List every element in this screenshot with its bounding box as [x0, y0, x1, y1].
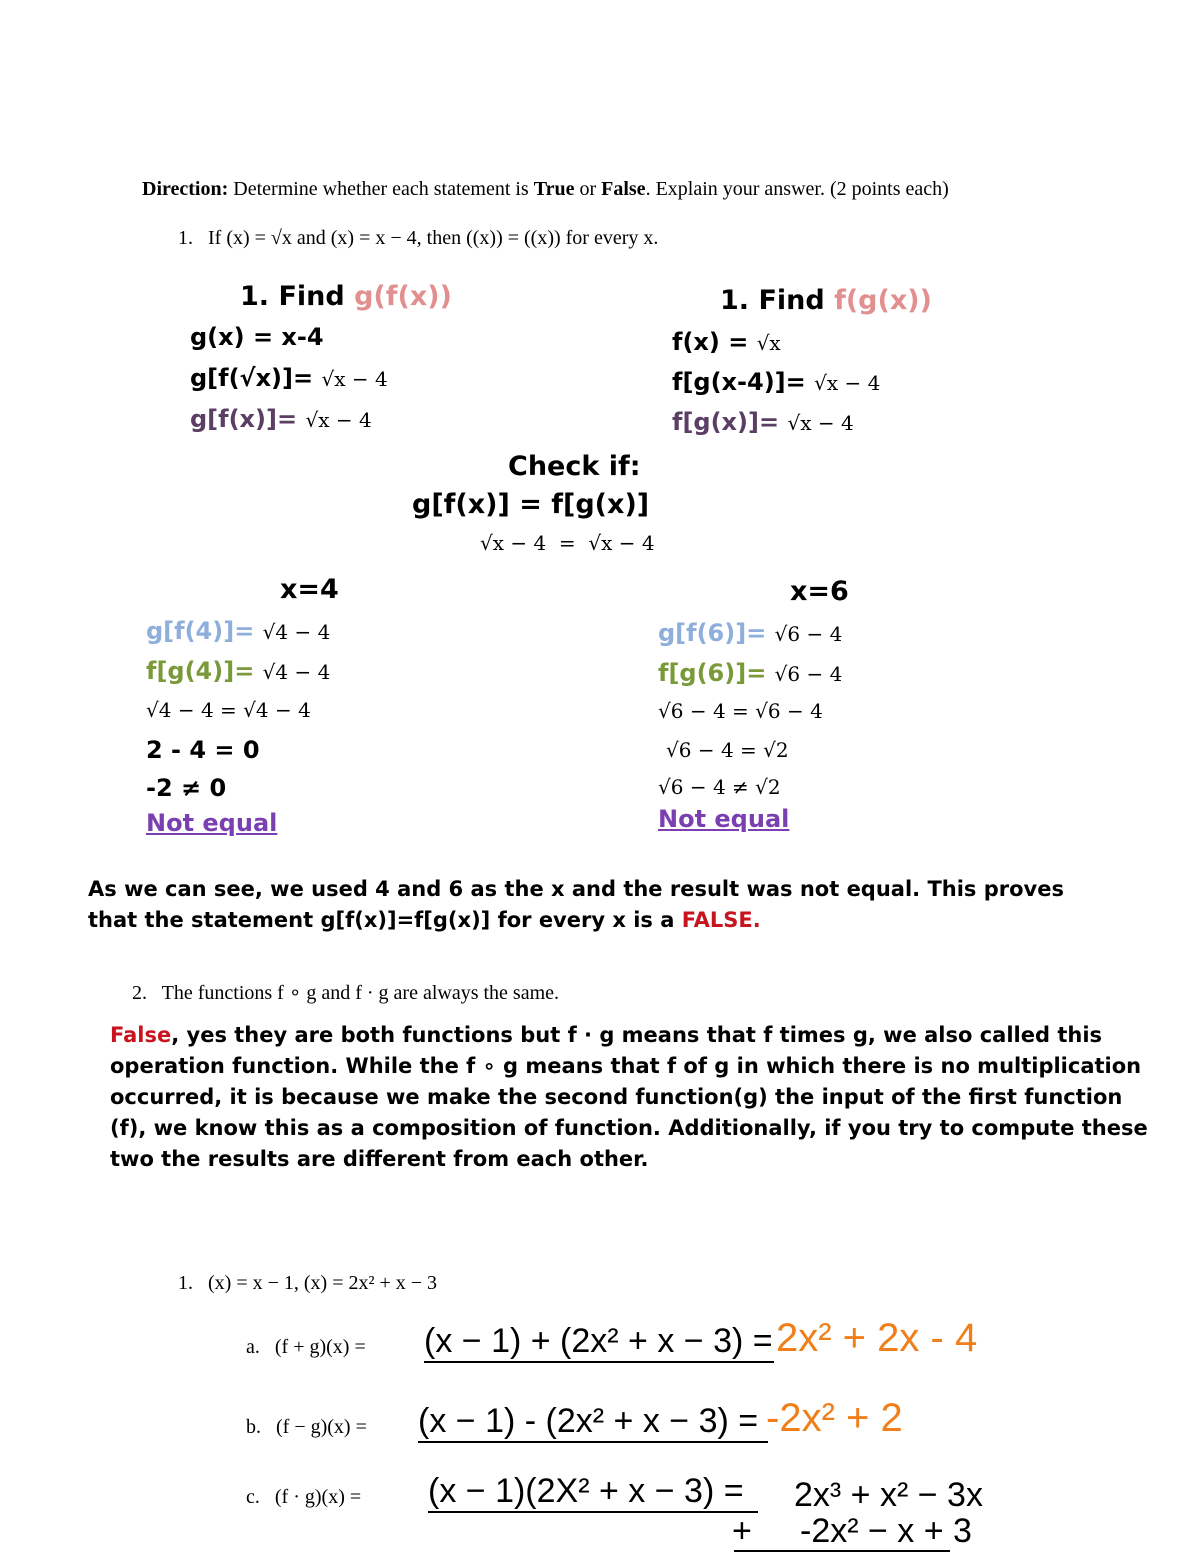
part-b-operation: (f − g)(x) =: [276, 1416, 367, 1438]
question-1-number: 1.: [178, 227, 193, 249]
x6-line-1-math: √6 − 4: [774, 622, 843, 646]
left-line-3-label: g[f(x)]=: [190, 405, 306, 433]
part-c-letter: c.: [246, 1486, 260, 1508]
left-heading-prefix: 1. Find: [240, 281, 355, 312]
right-line-1-label: f(x) =: [672, 328, 757, 356]
part-b-result: -2x² + 2: [766, 1396, 903, 1440]
question-2: [132, 980, 559, 1005]
question-3-number: 1.: [178, 1272, 193, 1294]
x4-line-3: √4 − 4 = √4 − 4: [146, 698, 311, 722]
x6-title: x=6: [790, 576, 849, 607]
or-word: or: [574, 178, 602, 200]
question-2-answer-word: False: [110, 1023, 172, 1047]
right-line-1-math: √x: [756, 331, 781, 355]
part-b-label: [246, 1416, 367, 1439]
left-heading-fn: g(f(x)): [354, 281, 452, 312]
x4-line-1-label: g[f(4)]=: [146, 617, 263, 645]
part-c-row-1: 2x³ + x² − 3x: [794, 1476, 983, 1514]
conclusion-line-1: As we can see, we used 4 and 6 as the x and the result was not equal. This proves: [88, 877, 1064, 901]
check-equation: g[f(x)] = f[g(x)]: [412, 489, 650, 520]
right-heading-fn: f(g(x)): [834, 285, 932, 316]
right-line-3-label: f[g(x)]=: [672, 408, 788, 436]
part-a-operation: (f + g)(x) =: [274, 1336, 366, 1358]
left-line-3: [190, 405, 372, 433]
right-line-3-math: √x − 4: [787, 411, 854, 435]
x6-line-5: √6 − 4 ≠ √2: [658, 775, 781, 799]
x6-line-1-label: g[f(6)]=: [658, 619, 775, 647]
right-line-2-math: √x − 4: [814, 371, 881, 395]
part-a-result: 2x² + 2x - 4: [776, 1316, 978, 1360]
x6-line-3: √6 − 4 = √6 − 4: [658, 699, 823, 723]
x6-result: Not equal: [658, 805, 790, 833]
x6-line-2-math: √6 − 4: [774, 662, 843, 686]
left-heading: [240, 281, 452, 312]
direction-text-end: . Explain your answer. (2 points each): [645, 178, 949, 200]
x4-line-2: [146, 657, 330, 685]
right-line-1: [672, 328, 781, 356]
part-b-work: (x − 1) - (2x² + x − 3) =: [418, 1402, 768, 1443]
x4-line-1-math: √4 − 4: [262, 620, 331, 644]
right-line-3: [672, 408, 854, 436]
false-word: False: [601, 178, 646, 200]
x6-line-4: √6 − 4 = √2: [666, 738, 789, 762]
direction-text: Determine whether each statement is: [228, 178, 534, 200]
left-line-2-math: √x − 4: [321, 367, 388, 391]
x4-result: Not equal: [146, 809, 278, 837]
part-c-plus: +: [732, 1512, 752, 1550]
direction-line: [142, 178, 949, 201]
conclusion-false-word: FALSE.: [681, 908, 761, 932]
part-c-label: [246, 1486, 361, 1509]
left-line-3-math: √x − 4: [305, 408, 372, 432]
question-3-statement: (x) = x − 1, (x) = 2x² + x − 3: [208, 1272, 438, 1294]
direction-label: Direction:: [142, 178, 229, 200]
conclusion-line-2-text: that the statement g[f(x)]=f[g(x)] for every x is a: [88, 908, 682, 932]
check-title: Check if:: [508, 451, 641, 482]
question-2-answer: [110, 1020, 1150, 1175]
x6-line-2: [658, 659, 842, 687]
question-3: [178, 1272, 437, 1295]
check-math: √x − 4 = √x − 4: [480, 531, 655, 555]
left-line-1: g(x) = x-4: [190, 323, 324, 351]
question-1-statement: If (x) = √x and (x) = x − 4, then ((x)) = ((x)) for every x.: [208, 227, 659, 249]
part-c-work: (x − 1)(2X² + x − 3) =: [428, 1472, 758, 1513]
conclusion: [88, 874, 1128, 936]
part-c-operation: (f · g)(x) =: [274, 1486, 362, 1508]
question-2-number: 2.: [132, 982, 147, 1004]
part-c-sum-line: [734, 1550, 950, 1552]
left-line-2: [190, 364, 388, 392]
part-a-work: (x − 1) + (2x² + x − 3) =: [424, 1322, 774, 1363]
x6-line-2-label: f[g(6)]=: [658, 659, 775, 687]
part-a-label: [246, 1336, 366, 1359]
part-a-letter: a.: [246, 1336, 260, 1358]
left-line-2-label: g[f(√x)]=: [190, 364, 322, 392]
question-2-statement: The functions f ∘ g and f · g are always the same.: [161, 982, 560, 1004]
x4-line-4: 2 - 4 = 0: [146, 736, 260, 764]
right-line-2: [672, 368, 880, 396]
question-2-answer-text: , yes they are both functions but f · g means that f times g, we also called this operation function. While the f ∘ g means that f of g in which there is no multiplication occurred, it is because we make the second function(g) the input of the first function (f), we know this as a composition of function. Additionally, if you try to compute these two the results are different from each other.: [110, 1023, 1148, 1171]
right-heading: [720, 285, 932, 316]
x4-line-5: -2 ≠ 0: [146, 774, 227, 802]
x4-line-2-label: f[g(4)]=: [146, 657, 263, 685]
right-line-2-label: f[g(x-4)]=: [672, 368, 815, 396]
part-b-letter: b.: [246, 1416, 261, 1438]
conclusion-line-2: [88, 905, 1128, 936]
part-c-row-2: -2x² − x + 3: [800, 1512, 972, 1550]
x6-line-1: [658, 619, 842, 647]
x4-line-1: [146, 617, 330, 645]
question-1: [178, 227, 658, 250]
right-heading-prefix: 1. Find: [720, 285, 835, 316]
x4-title: x=4: [280, 574, 339, 605]
x4-line-2-math: √4 − 4: [262, 660, 331, 684]
true-word: True: [533, 178, 575, 200]
